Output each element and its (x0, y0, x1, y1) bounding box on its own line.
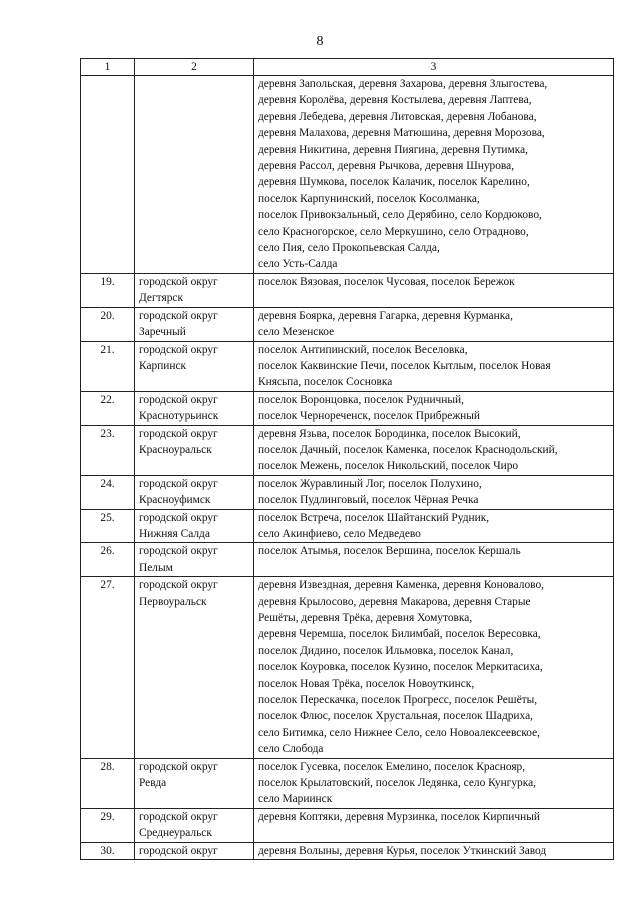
settlement-line: поселок Гусевка, поселок Емелино, поселок Краснояр, (258, 760, 526, 773)
settlement-list (254, 577, 614, 758)
district-name (135, 391, 254, 425)
settlement-list (254, 76, 614, 274)
district-name-line: Нижняя Салда (139, 527, 210, 540)
table-row (81, 307, 614, 341)
settlement-list (254, 341, 614, 391)
settlement-line: поселок Журавлиный Лог, поселок Полухино, (258, 477, 482, 490)
table-header-row (81, 59, 614, 76)
settlement-list (254, 391, 614, 425)
row-number: 30. (81, 842, 135, 859)
row-number: 29. (81, 808, 135, 842)
column-header-district: 2 (135, 59, 254, 76)
settlement-line: поселок Новая Трёка, поселок Новоуткинск, (258, 677, 475, 690)
settlement-line: поселок Чернореченск, поселок Прибрежный (258, 410, 481, 423)
row-number: 20. (81, 307, 135, 341)
district-name (135, 475, 254, 509)
district-name-line: городской округ (139, 760, 218, 773)
settlement-list (254, 273, 614, 307)
district-name-line: Ревда (139, 777, 167, 790)
settlement-line: поселок Дидино, поселок Ильмовка, поселок Канал, (258, 644, 514, 657)
settlement-line: деревня Коптяки, деревня Мурзинка, поселок Кирпичный (258, 810, 540, 823)
district-name (135, 341, 254, 391)
row-number (81, 76, 135, 274)
settlement-list (254, 509, 614, 543)
settlement-list (254, 475, 614, 509)
district-name-line: городской округ (139, 844, 218, 857)
district-name (135, 509, 254, 543)
settlement-list (254, 842, 614, 859)
settlement-line: село Акинфиево, село Медведево (258, 527, 421, 540)
settlement-line: село Слобода (258, 743, 324, 756)
settlement-line: село Красногорское, село Меркушино, село Отрадново, (258, 225, 529, 238)
district-name-line: городской округ (139, 477, 218, 490)
table-row (81, 842, 614, 859)
district-name (135, 76, 254, 274)
district-name-line: Среднеуральск (139, 827, 212, 840)
row-number: 24. (81, 475, 135, 509)
table-row (81, 577, 614, 758)
table-row (81, 543, 614, 577)
settlement-line: деревня Язьва, поселок Бородинка, поселок Высокий, (258, 427, 521, 440)
settlement-line: деревня Рассол, деревня Рычкова, деревня Шнурова, (258, 160, 515, 173)
settlement-line: поселок Крылатовский, поселок Ледянка, село Кунгурка, (258, 777, 537, 790)
settlement-line: поселок Карпунинский, поселок Косолманка, (258, 192, 480, 205)
settlement-line: село Пия, село Прокопьевская Салда, (258, 242, 440, 255)
settlement-line: деревня Боярка, деревня Гагарка, деревня Курманка, (258, 309, 513, 322)
row-number: 21. (81, 341, 135, 391)
district-name (135, 577, 254, 758)
district-name (135, 842, 254, 859)
district-name (135, 543, 254, 577)
column-header-number: 1 (81, 59, 135, 76)
settlement-line: поселок Антипинский, поселок Веселовка, (258, 343, 468, 356)
row-number: 26. (81, 543, 135, 577)
district-name-line: городской округ (139, 343, 218, 356)
district-name (135, 758, 254, 808)
settlement-line: село Мезенское (258, 326, 335, 339)
table-row (81, 475, 614, 509)
settlement-line: поселок Воронцовка, поселок Рудничный, (258, 393, 464, 406)
settlement-line: село Битимка, село Нижнее Село, село Новоалексеевское, (258, 726, 541, 739)
table-row (81, 76, 614, 274)
settlement-line: деревня Крылосово, деревня Макарова, деревня Старые (258, 595, 531, 608)
district-name-line: Пелым (139, 561, 173, 574)
settlement-line: деревня Черемша, поселок Билимбай, поселок Вересовка, (258, 628, 541, 641)
settlement-line: поселок Дачный, поселок Каменка, поселок Краснодольский, (258, 443, 558, 456)
district-name-line: городской округ (139, 393, 218, 406)
settlement-list (254, 307, 614, 341)
district-name (135, 425, 254, 475)
district-name-line: Заречный (139, 326, 186, 339)
district-name (135, 808, 254, 842)
row-number: 28. (81, 758, 135, 808)
settlement-line: деревня Извездная, деревня Каменка, деревня Коновалово, (258, 579, 544, 592)
district-name-line: городской округ (139, 579, 218, 592)
column-header-settlements: 3 (254, 59, 614, 76)
row-number: 22. (81, 391, 135, 425)
settlement-list (254, 543, 614, 577)
district-name-line: Краснотурьинск (139, 410, 219, 423)
settlement-list (254, 425, 614, 475)
settlement-line: деревня Малахова, деревня Матюшина, деревня Морозова, (258, 127, 545, 140)
district-name-line: городской округ (139, 309, 218, 322)
district-name (135, 273, 254, 307)
table-row (81, 758, 614, 808)
district-name (135, 307, 254, 341)
table-body (81, 76, 614, 860)
settlement-line: поселок Встреча, поселок Шайтанский Рудник, (258, 511, 490, 524)
settlement-line: деревня Никитина, деревня Пиягина, деревня Путимка, (258, 143, 529, 156)
table-row (81, 808, 614, 842)
table-row (81, 391, 614, 425)
settlement-list (254, 758, 614, 808)
settlement-line: деревня Волыны, деревня Курья, поселок Уткинский Завод (258, 844, 547, 857)
settlement-line: поселок Пудлинговый, поселок Чёрная Речка (258, 494, 479, 507)
district-name-line: городской округ (139, 427, 218, 440)
row-number: 19. (81, 273, 135, 307)
settlement-line: поселок Коуровка, поселок Кузино, поселок Меркитасиха, (258, 661, 543, 674)
district-name-line: Красноуфимск (139, 494, 211, 507)
settlement-line: деревня Запольская, деревня Захарова, деревня Злыгостева, (258, 78, 548, 90)
settlement-line: деревня Королёва, деревня Костылева, деревня Лаптева, (258, 94, 532, 107)
settlement-line: деревня Лебедева, деревня Литовская, деревня Лобанова, (258, 110, 537, 123)
settlement-line: поселок Каквинские Печи, поселок Кытлым, поселок Новая (258, 359, 551, 372)
district-name-line: Карпинск (139, 359, 187, 372)
settlement-line: село Усть-Салда (258, 258, 338, 271)
row-number: 25. (81, 509, 135, 543)
table-row (81, 341, 614, 391)
table-row (81, 425, 614, 475)
municipality-table (80, 58, 614, 860)
settlement-line: поселок Привокзальный, село Дерябино, село Кордюково, (258, 209, 542, 222)
settlement-line: поселок Атымья, поселок Вершина, поселок Кершаль (258, 545, 521, 558)
row-number: 27. (81, 577, 135, 758)
settlement-list (254, 808, 614, 842)
settlement-line: село Мариинск (258, 793, 333, 806)
district-name-line: Первоуральск (139, 595, 207, 608)
district-name-line: Красноуральск (139, 443, 212, 456)
settlement-line: поселок Межень, поселок Никольский, поселок Чиро (258, 460, 519, 473)
district-name-line: городской округ (139, 810, 218, 823)
row-number: 23. (81, 425, 135, 475)
district-name-line: городской округ (139, 275, 218, 288)
table-row (81, 273, 614, 307)
settlement-line: Решёты, деревня Трёка, деревня Хомутовка, (258, 612, 473, 624)
table-row (81, 509, 614, 543)
settlement-line: Княсьпа, поселок Сосновка (258, 376, 393, 389)
settlement-line: поселок Вязовая, поселок Чусовая, поселок Бережок (258, 275, 515, 288)
district-name-line: городской округ (139, 545, 218, 558)
district-name-line: Дегтярск (139, 292, 183, 305)
settlement-line: деревня Шумкова, поселок Калачик, поселок Карелино, (258, 176, 530, 189)
settlement-line: поселок Флюс, поселок Хрустальная, поселок Шадриха, (258, 710, 533, 723)
district-name-line: городской округ (139, 511, 218, 524)
page-number: 8 (316, 34, 324, 49)
settlement-line: поселок Перескачка, поселок Прогресс, поселок Решёты, (258, 694, 538, 707)
